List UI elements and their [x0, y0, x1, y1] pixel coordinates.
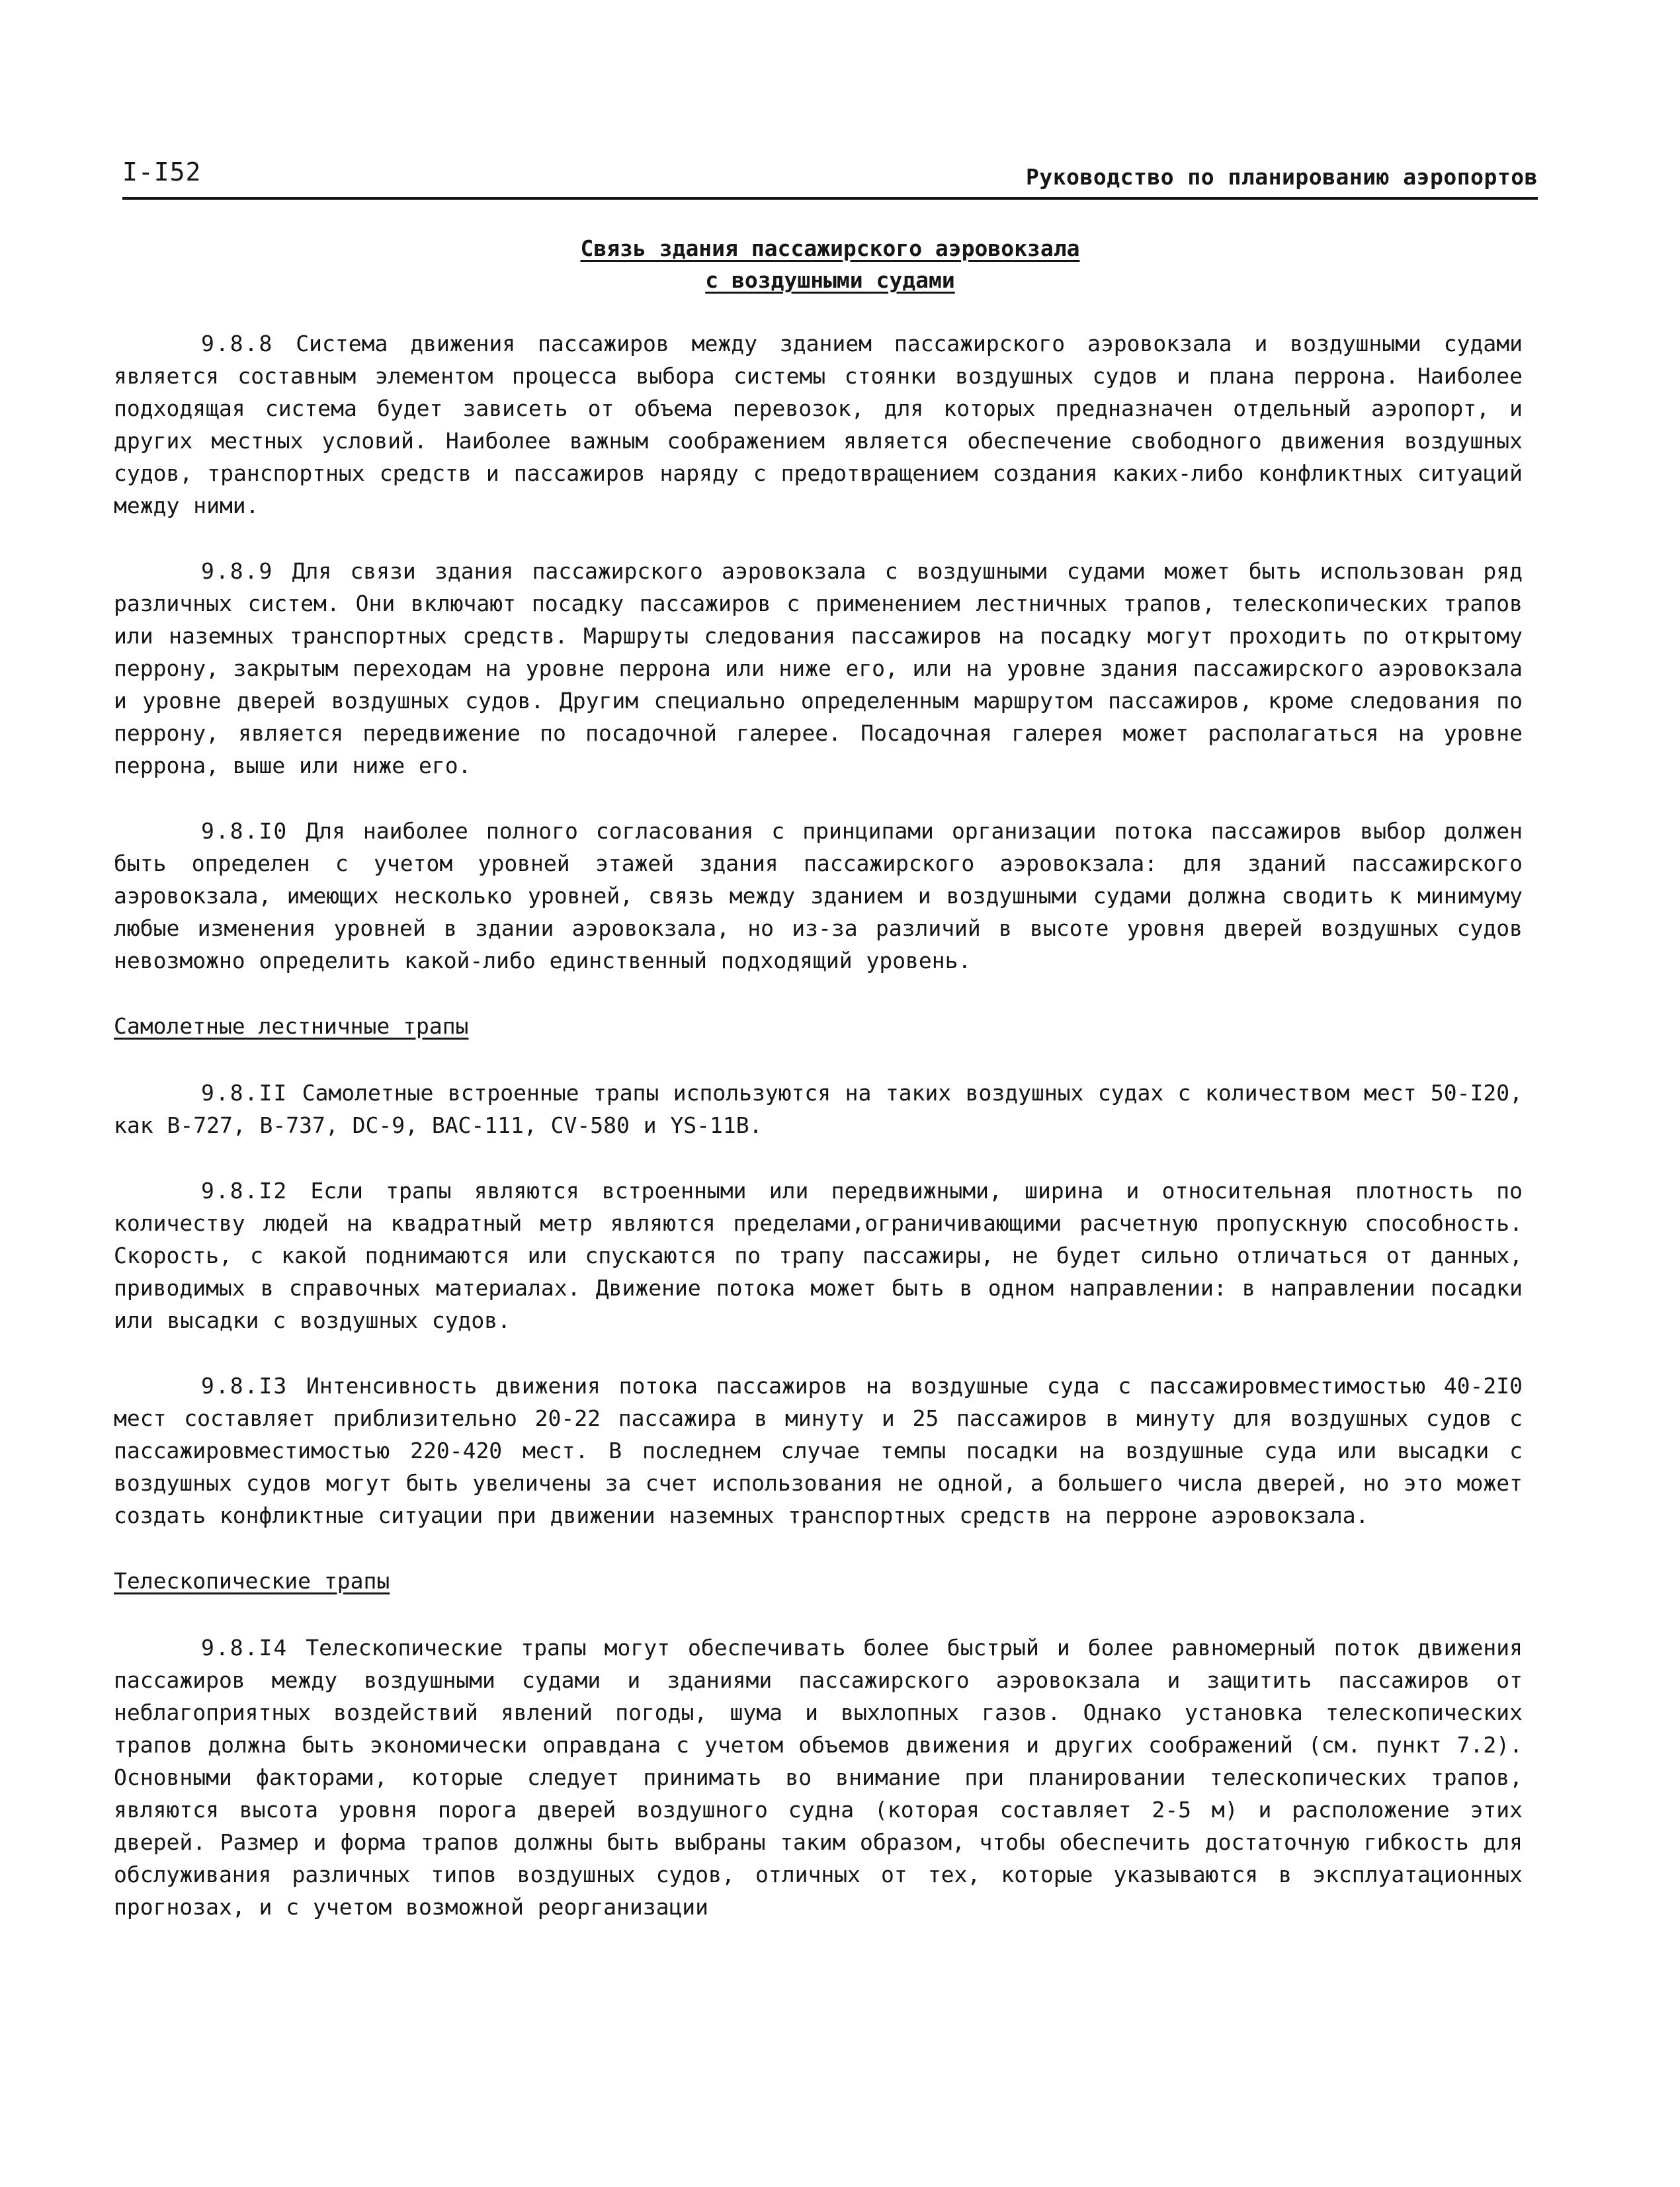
paragraph-9-8-14: [114, 1631, 1523, 1923]
subsection-heading-telescopic: Телескопические трапы: [114, 1568, 390, 1594]
paragraph-text: Для наиболее полного согласования с принципами организации потока пассажиров выбор должен быть определен с учетом уровней этажей здания пассажирского аэровокзала: для зданий пассажирского аэровокзала, имеющих несколько уровней, связь между зданием и воздушными судами должна сводить к минимуму любые изменения уровней в здании аэровокзала, но из-за различий в высоте уровня дверей воздушных судов невозможно определить какой-либо единственный подходящий уровень.: [114, 818, 1523, 973]
page-header: [122, 157, 1538, 200]
paragraph-number: 9.8.I0: [201, 818, 288, 844]
paragraph-number: 9.8.II: [201, 1080, 288, 1106]
paragraph-9-8-8: [114, 327, 1523, 522]
paragraph-text: Для связи здания пассажирского аэровокзала с воздушными судами может быть использован ряд различных систем. Они включают посадку пассажиров с применением лестничных трапов, телескопических трапов или наземных транспортных средств. Маршруты следования пассажиров на посадку могут проходить по открытому перрону, закрытым переходам на уровне перрона или ниже его, или на уровне здания пассажирского аэровокзала и уровне дверей воздушных судов. Другим специально определенным маршрутом пассажиров, кроме следования по перрону, является передвижение по посадочной галерее. Посадочная галерея может располагаться на уровне перрона, выше или ниже его.: [114, 558, 1523, 778]
paragraph-9-8-12: [114, 1175, 1523, 1337]
paragraph-number: 9.8.I2: [201, 1178, 288, 1204]
page-number: I-I52: [122, 157, 202, 186]
paragraph-text: Система движения пассажиров между зданием пассажирского аэровокзала и воздушными судами является составным элементом процесса выбора системы стоянки воздушных судов и плана перрона. Наиболее подходящая система будет зависеть от объема перевозок, для которых предназначен отдельный аэропорт, и других местных условий. Наиболее важным соображением является обеспечение свободного движения воздушных судов, транспортных средств и пассажиров наряду с предотвращением создания каких-либо конфликтных ситуаций между ними.: [114, 331, 1523, 518]
paragraph-number: 9.8.I3: [201, 1373, 288, 1399]
body-text: [114, 327, 1523, 1956]
section-title: [122, 233, 1538, 296]
paragraph-9-8-13: [114, 1370, 1523, 1532]
paragraph-9-8-10: [114, 815, 1523, 977]
subsection-heading-stairs: Самолетные лестничные трапы: [114, 1013, 469, 1039]
paragraph-text: Если трапы являются встроенными или передвижными, ширина и относительная плотность по количеству людей на квадратный метр являются пределами,ограничивающими расчетную пропускную способность. Скорость, с какой поднимаются или спускаются по трапу пассажиры, не будет сильно отличаться от данных, приводимых в справочных материалах. Движение потока может быть в одном направлении: в направлении посадки или высадки с воздушных судов.: [114, 1178, 1523, 1333]
paragraph-text: Телескопические трапы могут обеспечивать более быстрый и более равномерный поток движения пассажиров между воздушными судами и зданиями пассажирского аэровокзала и защитить пассажиров от неблагоприятных воздействий явлений погоды, шума и выхлопных газов. Однако установка телескопических трапов должна быть экономически оправдана с учетом объемов движения и других соображений (см. пункт 7.2). Основными факторами, которые следует принимать во внимание при планировании телескопических трапов, являются высота уровня порога дверей воздушного судна (которая составляет 2-5 м) и расположение этих дверей. Размер и форма трапов должны быть выбраны таким образом, чтобы обеспечить достаточную гибкость для обслуживания различных типов воздушных судов, отличных от тех, которые указываются в эксплуатационных прогнозах, и с учетом возможной реорганизации: [114, 1635, 1523, 1920]
paragraph-text: Интенсивность движения потока пассажиров на воздушные суда с пассажировместимостью 40-2I0 мест составляет приблизительно 20-22 пассажира в минуту и 25 пассажиров в минуту для воздушных судов с пассажировместимостью 220-420 мест. В последнем случае темпы посадки на воздушные суда или высадки с воздушных судов могут быть увеличены за счет использования не одной, а большего числа дверей, но это может создать конфликтные ситуации при движении наземных транспортных средств на перроне аэровокзала.: [114, 1373, 1523, 1528]
paragraph-number: 9.8.9: [201, 558, 274, 584]
paragraph-number: 9.8.I4: [201, 1635, 288, 1661]
header-divider: [122, 197, 1538, 200]
section-title-line-2: с воздушными судами: [705, 267, 955, 293]
paragraph-9-8-9: [114, 555, 1523, 782]
paragraph-text: Самолетные встроенные трапы используются на таких воздушных судах с количеством мест 50-I20, как B-727, B-737, DC-9, BAC-111, CV-580 и YS-11B.: [114, 1080, 1523, 1138]
section-title-line-1: Связь здания пассажирского аэровокзала: [580, 235, 1080, 261]
running-title: Руководство по планированию аэропортов: [1026, 164, 1538, 190]
paragraph-9-8-11: [114, 1077, 1523, 1141]
paragraph-number: 9.8.8: [201, 331, 274, 356]
